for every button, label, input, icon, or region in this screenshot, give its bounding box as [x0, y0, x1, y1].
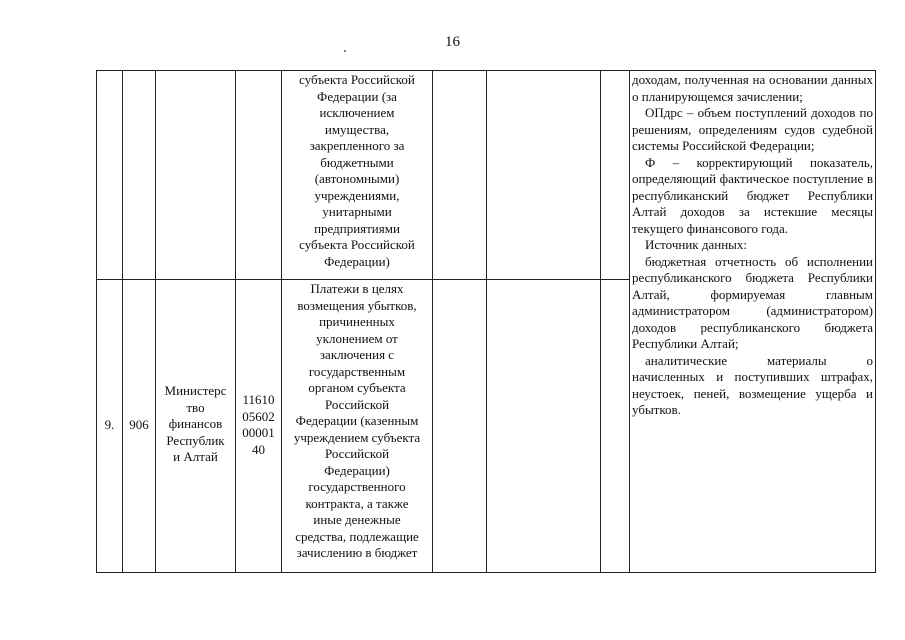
budget-classification-code [236, 392, 281, 458]
method-paragraph: ОПдрс – объем поступлений доходов по решениям, определениям судов судебной системы Российской Федерации; [632, 105, 873, 153]
column-divider [600, 70, 601, 573]
description-line: унитарными [322, 204, 392, 219]
kbk-line: 40 [252, 441, 265, 457]
description-line: субъекта Российской [299, 72, 415, 87]
administrator-line: Министерс [164, 383, 227, 398]
method-paragraph: бюджетная отчетность об исполнении республиканского бюджета Республики Алтай, формируемая главным администратором (администратором) доходов республиканского бюджета Республики Алтай; [632, 253, 873, 351]
column-divider [235, 70, 236, 573]
kbk-line: 11610 [242, 392, 275, 407]
administrator-line: и Алтай [173, 449, 218, 464]
description-line: Федерации (за [317, 88, 397, 104]
table-border-left [96, 70, 97, 573]
row-divider [96, 279, 630, 280]
description-line: государственным [308, 363, 406, 379]
table-row [283, 72, 431, 270]
row-number: 9. [104, 417, 115, 432]
method-paragraph: Источник данных: [645, 237, 747, 252]
description-line: имущества, [324, 121, 390, 137]
description-line: причиненных [319, 314, 395, 329]
description-line: Федерации) [324, 253, 390, 269]
description-line: уклонением от [316, 330, 398, 346]
column-divider [281, 70, 282, 573]
description-line: Платежи в целях [310, 281, 404, 296]
description-line: контракта, а также [305, 495, 409, 511]
calculation-method-text [632, 72, 873, 419]
page-number: 16 [445, 34, 460, 50]
kbk-line: 05602 [242, 408, 275, 424]
description-line: исключением [319, 105, 395, 120]
column-divider [122, 70, 123, 573]
description-line: бюджетными [320, 154, 394, 170]
description-line: заключения с [319, 347, 395, 362]
description-line: государственного [308, 479, 406, 494]
description-line: (автономными) [314, 171, 400, 186]
table-border-top [96, 70, 876, 71]
description-line: органом субъекта [308, 380, 406, 395]
description-line: зачислению в бюджет [296, 545, 418, 560]
description-line: учреждениями, [314, 187, 400, 203]
description-line: учреждением субъекта [293, 429, 421, 445]
description-line: закрепленного за [309, 138, 405, 153]
description-line: Федерации (казенным [295, 413, 419, 428]
table-border-right [875, 70, 876, 573]
administrator-name [156, 383, 235, 466]
description-line: Федерации) [324, 462, 390, 478]
method-paragraph: доходам, полученная на основании данных о планирующемся зачислении; [632, 72, 873, 104]
kbk-line: 00001 [242, 425, 275, 440]
table-row [283, 281, 431, 562]
column-divider [432, 70, 433, 573]
description-line: средства, подлежащие [295, 528, 419, 544]
description-line: предприятиями [314, 220, 400, 236]
description-line: возмещения убытков, [297, 297, 417, 313]
description-line: Российской [324, 446, 390, 461]
column-divider [629, 70, 630, 573]
description-line: иные денежные [313, 512, 401, 527]
column-divider [486, 70, 487, 573]
administrator-line: финансов [168, 416, 223, 431]
column-divider [155, 70, 156, 573]
administrator-line: Республик [166, 432, 225, 448]
scan-speck [344, 50, 346, 52]
administrator-line: тво [186, 399, 205, 415]
administrator-code: 906 [129, 417, 149, 432]
method-paragraph: аналитические материалы о начисленных и поступивших штрафах, неустоек, пеней, возмещение ущерба и убытков. [632, 352, 873, 417]
description-line: Российской [324, 396, 390, 412]
method-paragraph: Ф – корректирующий показатель, определяющий фактическое поступление в республиканский бюджет Республики Алтай доходов за истекшие месяцы текущего финансового года. [632, 154, 873, 236]
table-border-bottom [96, 572, 876, 573]
description-line: субъекта Российской [299, 237, 415, 252]
